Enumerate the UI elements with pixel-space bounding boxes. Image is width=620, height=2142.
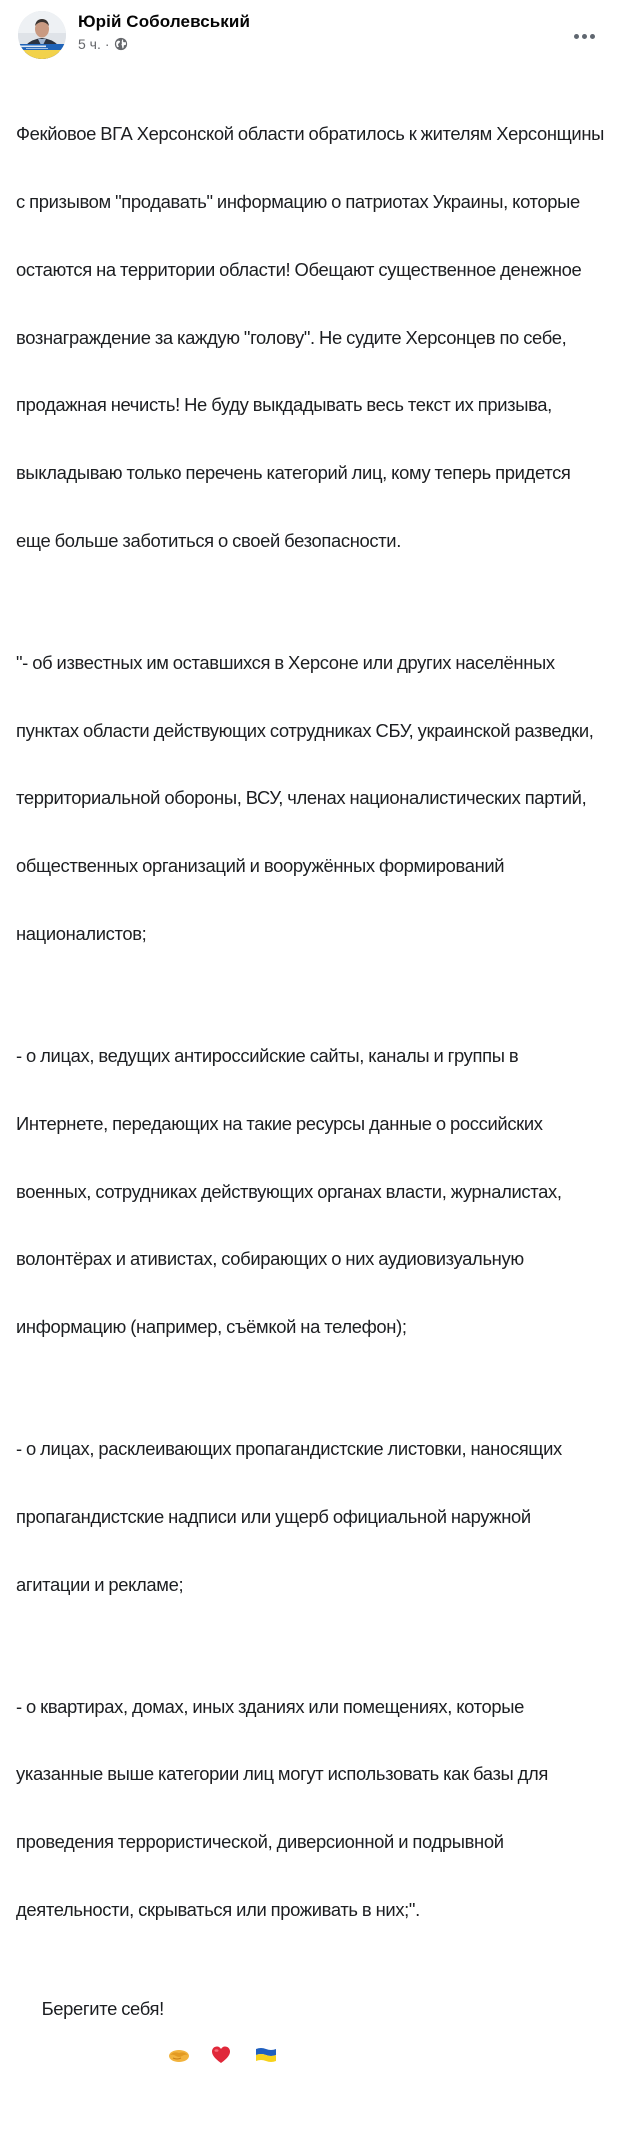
author-name[interactable]: Юрій Соболевський [78, 12, 251, 31]
text-line: Интернете, передающих на такие ресурсы данные о российских [16, 1112, 543, 1134]
post-header [0, 0, 620, 64]
meta-separator: · [104, 36, 110, 52]
more-horizontal-icon [574, 34, 595, 39]
text-line: общественных организаций и вооружённых формирований [16, 855, 505, 877]
text-line: деятельности, скрываться или проживать в них;". [16, 1898, 420, 1920]
text-line: продажная нечисть! Не буду выкдадывать весь текст их призыва, [16, 394, 552, 416]
globe-icon[interactable] [114, 37, 128, 51]
text-line: Фекйовое ВГА Херсонской области обратилось к жителям Херсонщины [16, 123, 605, 145]
text-line: территориальной обороны, ВСУ, членах националистических партий, [16, 787, 587, 809]
text-line: проведения террористической, диверсионной и подрывной [16, 1831, 504, 1853]
ukraine-flag-icon [255, 2001, 298, 2109]
post-paragraph-category-1 [16, 607, 612, 991]
text-line: с призывом "продавать" информацию о патриотах Украины, которые [16, 190, 580, 212]
text-line: военных, сотрудниках действующих органах власти, журналистах, [16, 1180, 562, 1202]
text-line: волонтёрах и ативистах, собирающих о них аудиовизуальную [16, 1248, 524, 1270]
text-line: остаются на территории области! Обещают существенное денежное [16, 258, 582, 280]
text-line: пунктах области действующих сотрудниках СБУ, украинской разведки, [16, 719, 594, 741]
text-line: выкладываю только перечень категорий лиц, кому теперь придется [16, 462, 571, 484]
more-options-button[interactable] [566, 18, 602, 54]
post-closing [16, 1976, 612, 2134]
emoji-group [168, 2000, 298, 2110]
text-line: еще больше заботиться о своей безопасности. [16, 529, 401, 551]
post-paragraph-category-4 [16, 1650, 612, 1966]
text-line: информацию (например, съёмкой на телефон); [16, 1316, 407, 1338]
text-line: агитации и рекламе; [16, 1573, 184, 1595]
text-line: - о квартирах, домах, иных зданиях или помещениях, которые [16, 1695, 524, 1717]
avatar-image [18, 11, 66, 59]
text-line: "- об известных им оставшихся в Херсоне или других населённых [16, 651, 555, 673]
post-meta [78, 36, 128, 52]
text-line: указанные выше категории лиц могут использовать как базы для [16, 1763, 549, 1785]
post-paragraph-intro [16, 78, 612, 598]
post-paragraph-category-2 [16, 1000, 612, 1384]
post-paragraph-category-3 [16, 1393, 612, 1642]
text-line: националистов; [16, 922, 147, 944]
handshake-icon [168, 2001, 211, 2109]
text-line: вознаграждение за каждую "голову". Не судите Херсонцев по себе, [16, 326, 567, 348]
avatar[interactable] [18, 11, 66, 59]
text-line: - о лицах, ведущих антироссийские сайты, каналы и группы в [16, 1044, 519, 1066]
post-timestamp[interactable]: 5 ч. [78, 36, 101, 52]
text-line: - о лицах, расклеивающих пропагандистские листовки, наносящих [16, 1438, 562, 1460]
red-heart-icon [211, 2000, 254, 2110]
text-line: пропагандистские надписи или ущерб официальной наружной [16, 1505, 531, 1527]
closing-text: Берегите себя! [41, 1998, 164, 2020]
post-body [16, 78, 612, 2142]
